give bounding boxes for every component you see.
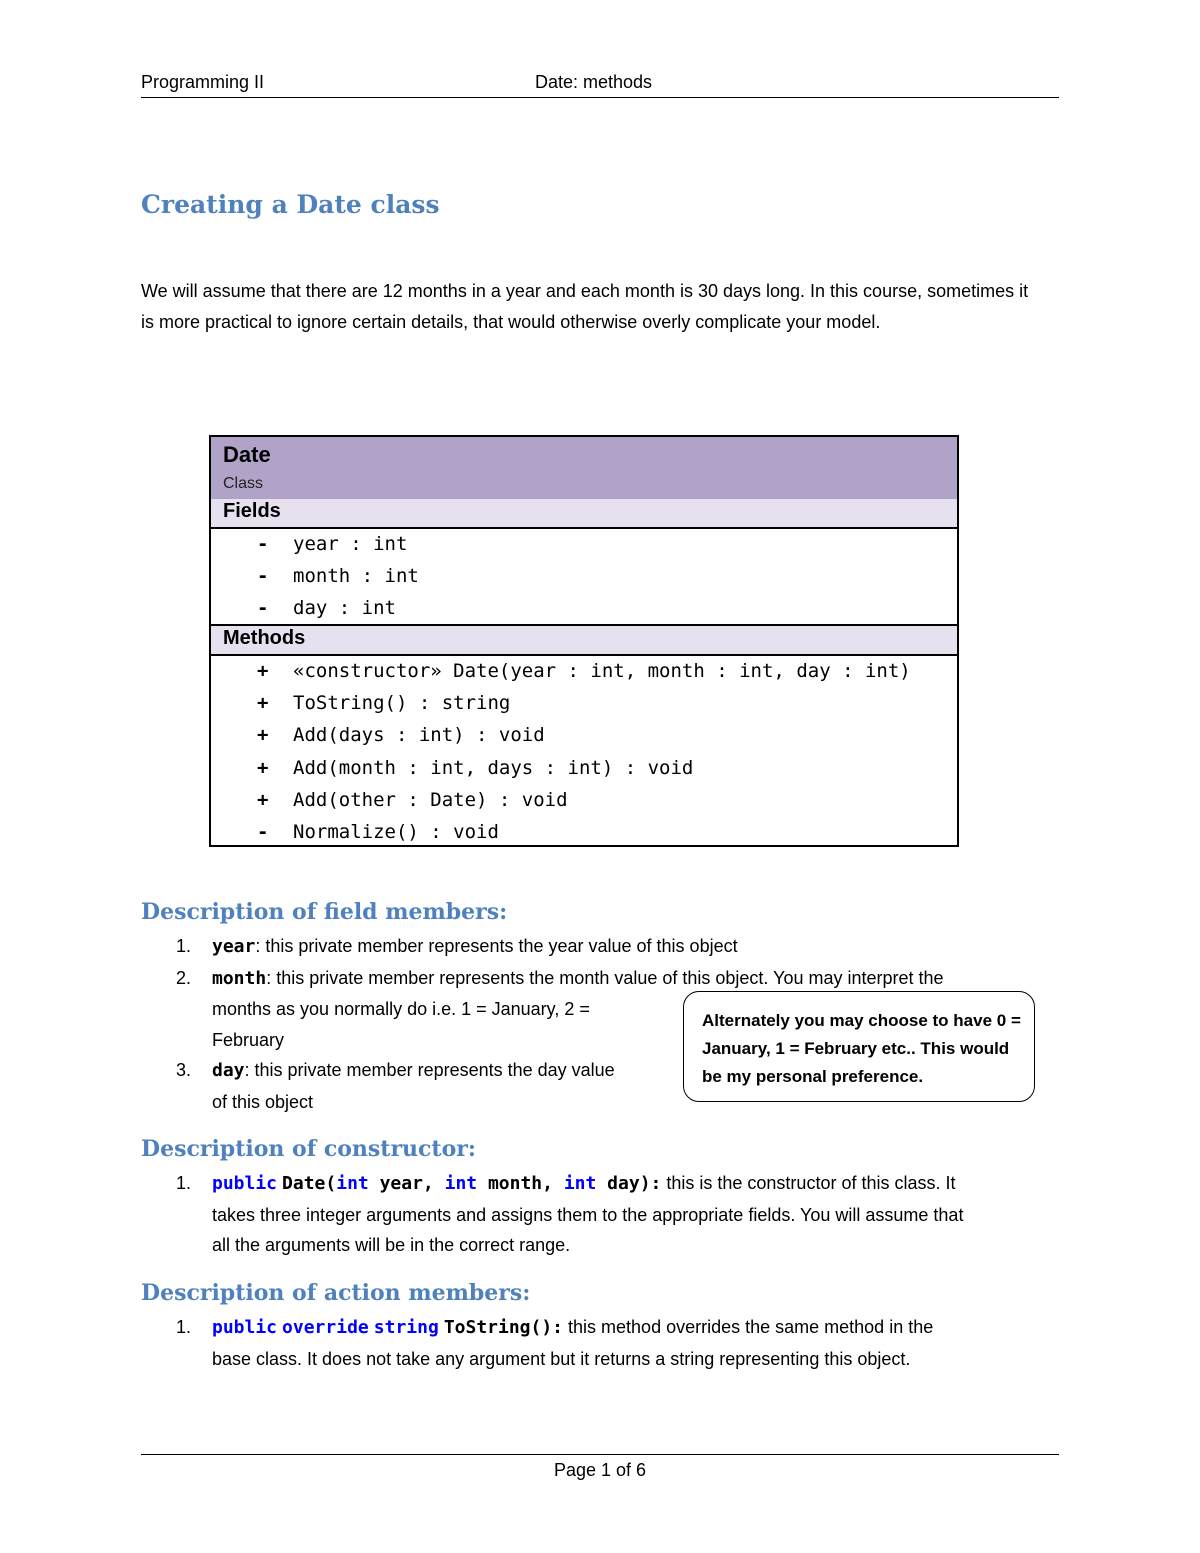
method-description-cont: base class. It does not take any argument but it returns a string representing this object. <box>212 1348 911 1369</box>
visibility-marker: + <box>257 756 269 779</box>
uml-method <box>211 819 957 851</box>
list-number: 1. <box>176 1317 192 1337</box>
header-topic: Date: methods <box>535 72 653 92</box>
ctor-desc-list <box>141 1168 1061 1261</box>
intro-paragraph: We will assume that there are 12 months in a year and each month is 30 days long. In this course, sometimes it is more practical to ignore certain details, that would otherwise overly complicate your model. <box>141 281 1029 332</box>
method-signature: Add(days : int) : void <box>293 724 545 747</box>
page-title: Creating a Date class <box>141 190 440 219</box>
method-signature: Normalize() : void <box>293 820 499 843</box>
uml-fields-list <box>211 531 957 628</box>
uml-method <box>211 755 957 787</box>
keyword-int: int <box>444 1173 478 1194</box>
uml-stereotype: Class <box>223 475 264 492</box>
uml-method <box>211 658 957 690</box>
visibility-marker: - <box>257 565 269 588</box>
footer-rule <box>141 1454 1059 1455</box>
header-course: Programming II <box>141 72 265 92</box>
uml-field <box>211 531 957 563</box>
visibility-marker: - <box>257 597 269 620</box>
list-number: 2. <box>176 967 192 988</box>
method-signature: ToString() : string <box>293 692 511 715</box>
list-item <box>141 931 1041 963</box>
visibility-marker: - <box>257 533 269 555</box>
uml-method <box>211 722 957 754</box>
param: day): <box>596 1173 662 1194</box>
callout-note <box>683 991 1035 1102</box>
visibility-marker: + <box>257 724 269 747</box>
keyword-string: string <box>373 1317 439 1338</box>
page-footer <box>0 1460 1200 1481</box>
callout-line: January, 1 = February etc.. This would <box>702 1039 1010 1058</box>
list-number: 3. <box>176 1060 192 1080</box>
field-description: : this private member represents the year value of this object <box>255 936 738 956</box>
uml-methods-label: Methods <box>223 627 306 649</box>
visibility-marker: + <box>257 788 269 811</box>
ctor-description-cont: takes three integer arguments and assigns them to the appropriate fields. You will assume that <box>212 1204 964 1225</box>
callout-line: be my personal preference. <box>702 1067 924 1086</box>
field-signature: year : int <box>293 533 408 555</box>
action-desc-list <box>141 1312 1061 1374</box>
method-signature: Add(month : int, days : int) : void <box>293 756 694 779</box>
field-description-cont: February <box>212 1029 285 1050</box>
header-rule <box>141 97 1059 98</box>
field-description-cont: months as you normally do i.e. 1 = January, 2 = <box>212 999 590 1019</box>
uml-field <box>211 563 957 595</box>
keyword-public: public <box>212 1173 278 1194</box>
method-signature: «constructor» Date(year : int, month : int, day : int) <box>293 660 911 682</box>
fields-desc-heading: Description of field members: <box>141 899 508 925</box>
method-description: this method overrides the same method in the <box>563 1317 934 1337</box>
ctor-description: this is the constructor of this class. It <box>661 1173 956 1193</box>
visibility-marker: - <box>257 820 269 843</box>
param: month, <box>477 1173 564 1194</box>
field-description: : this private member represents the day value <box>244 1060 615 1080</box>
field-description: : this private member represents the month value of this object. You may interpret the <box>266 967 944 988</box>
method-signature: Add(other : Date) : void <box>293 788 568 811</box>
keyword-int: int <box>563 1173 597 1194</box>
uml-methods-header <box>211 624 957 656</box>
field-name: day <box>212 1060 245 1081</box>
field-description-cont: of this object <box>212 1091 314 1112</box>
keyword-int: int <box>336 1173 369 1194</box>
page-header <box>141 72 1059 96</box>
uml-method <box>211 690 957 722</box>
uml-field <box>211 595 957 627</box>
list-item <box>141 1168 1061 1261</box>
uml-class-box <box>209 435 959 847</box>
uml-methods-list <box>211 658 957 851</box>
list-number: 1. <box>176 936 192 956</box>
field-signature: month : int <box>293 565 419 588</box>
list-item <box>141 1312 1061 1374</box>
field-name: month <box>212 967 267 989</box>
action-desc-heading: Description of action members: <box>141 1280 531 1306</box>
callout-line: Alternately you may choose to have 0 = <box>702 1011 1021 1030</box>
param: year, <box>368 1173 445 1194</box>
visibility-marker: + <box>257 692 269 715</box>
uml-method <box>211 787 957 819</box>
visibility-marker: + <box>257 660 269 682</box>
uml-fields-label: Fields <box>223 500 281 522</box>
uml-fields-header <box>211 499 957 529</box>
page-number: Page 1 of 6 <box>553 1460 647 1480</box>
field-name: year <box>212 936 256 957</box>
keyword-public: public <box>212 1317 278 1338</box>
ctor-description-cont: all the arguments will be in the correct range. <box>212 1235 571 1255</box>
ctor-desc-heading: Description of constructor: <box>141 1136 476 1162</box>
keyword-override: override <box>282 1317 369 1338</box>
list-number: 1. <box>176 1173 192 1193</box>
ctor-name: Date( <box>282 1173 337 1194</box>
field-signature: day : int <box>293 597 396 620</box>
uml-header <box>211 437 957 501</box>
method-name: ToString(): <box>443 1317 564 1338</box>
uml-class-name: Date <box>223 442 271 467</box>
